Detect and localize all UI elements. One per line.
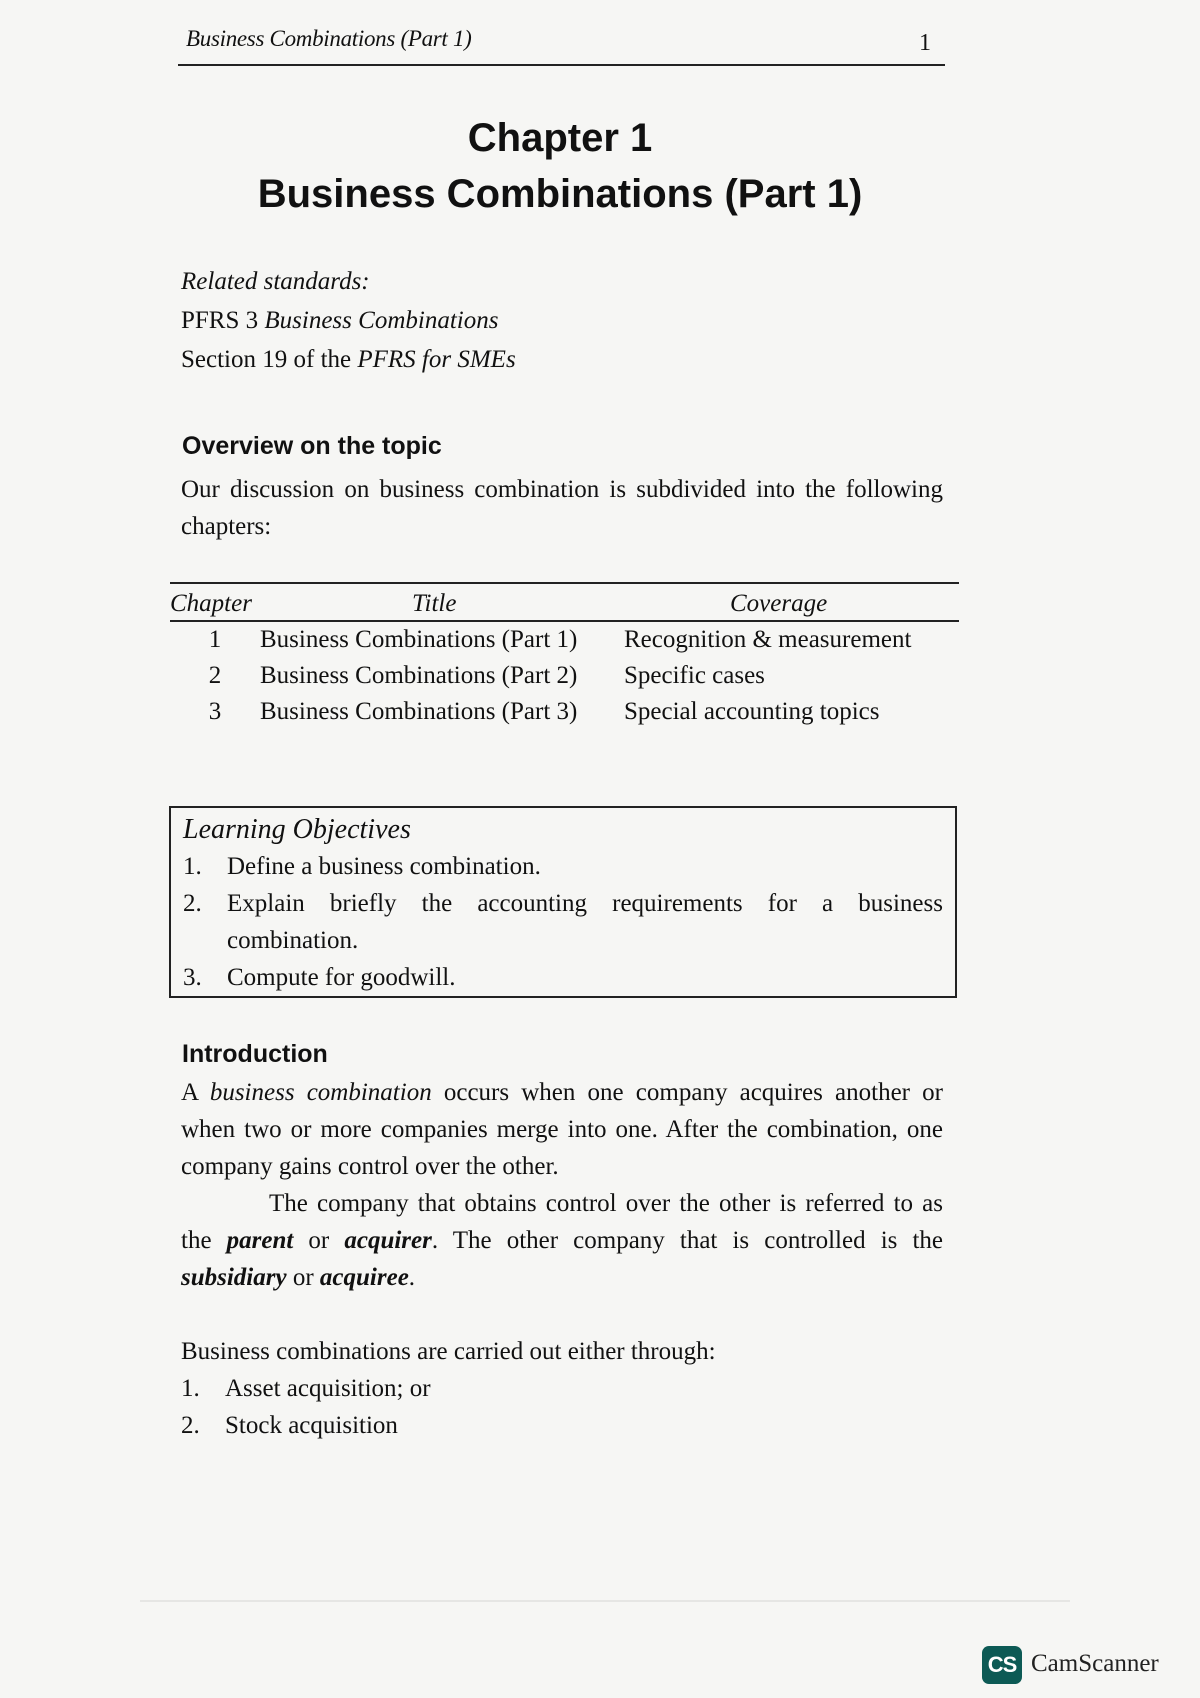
introduction-heading: Introduction bbox=[182, 1040, 328, 1068]
camscanner-logo-icon: CS bbox=[982, 1646, 1022, 1684]
related-standards-heading: Related standards: bbox=[181, 268, 370, 295]
chapter-number: 2 bbox=[208, 662, 222, 689]
column-header-title: Title bbox=[260, 583, 624, 621]
running-header bbox=[178, 22, 945, 66]
table-row bbox=[170, 621, 959, 658]
learning-objectives-list bbox=[183, 848, 943, 996]
chapter-title: Business Combinations (Part 1) bbox=[257, 172, 863, 216]
related-standard-1: PFRS 3 Business Combinations bbox=[181, 307, 499, 334]
chapters-table bbox=[170, 582, 959, 730]
chapter-heading bbox=[200, 110, 920, 222]
overview-text: Our discussion on business combination is subdivided into the following chapters: bbox=[181, 476, 943, 540]
list-item: 2. Explain briefly the accounting requirements for a business combination. bbox=[183, 890, 943, 954]
camscanner-label: CamScanner bbox=[1031, 1650, 1159, 1677]
chapter-title-cell: Business Combinations (Part 1) bbox=[260, 626, 578, 653]
learning-objectives-box bbox=[169, 806, 957, 998]
related-standards bbox=[181, 262, 516, 379]
table-row bbox=[170, 694, 959, 730]
column-header-chapter: Chapter bbox=[170, 583, 260, 621]
chapter-title-cell: Business Combinations (Part 2) bbox=[260, 662, 578, 689]
table-row bbox=[170, 658, 959, 694]
running-title: Business Combinations (Part 1) bbox=[186, 26, 472, 51]
chapter-number: 3 bbox=[208, 698, 222, 725]
chapter-coverage: Recognition & measurement bbox=[624, 626, 912, 653]
list-item: 3. Compute for goodwill. bbox=[183, 964, 456, 991]
list-item: 1. Asset acquisition; or bbox=[181, 1375, 431, 1402]
page-number: 1 bbox=[919, 30, 931, 56]
related-standard-2: Section 19 of the PFRS for SMEs bbox=[181, 346, 516, 373]
list-item: 2. Stock acquisition bbox=[181, 1412, 398, 1439]
column-header-coverage: Coverage bbox=[624, 583, 959, 621]
table-header-row bbox=[170, 583, 959, 621]
chapter-coverage: Special accounting topics bbox=[624, 698, 880, 725]
acquisition-list bbox=[181, 1370, 431, 1444]
list-item: 1. Define a business combination. bbox=[183, 853, 541, 880]
chapter-number: 1 bbox=[208, 626, 222, 653]
chapter-coverage: Specific cases bbox=[624, 662, 765, 689]
learning-objectives-heading: Learning Objectives bbox=[183, 814, 411, 845]
chapter-title-cell: Business Combinations (Part 3) bbox=[260, 698, 578, 725]
overview-heading: Overview on the topic bbox=[182, 432, 442, 460]
chapter-label: Chapter 1 bbox=[467, 116, 653, 160]
scan-edge-line bbox=[140, 1600, 1070, 1602]
introduction-paragraph-3: Business combinations are carried out either through: bbox=[181, 1338, 716, 1365]
introduction-paragraph-2: The company that obtains control over the other is referred to as the parent or acquirer. The other company that is controlled is the subsidiary or acquiree. bbox=[181, 1190, 943, 1291]
introduction-paragraph-1: A business combination occurs when one company acquires another or when two or more companies merge into one. After the combination, one company gains control over the other. bbox=[181, 1079, 943, 1180]
